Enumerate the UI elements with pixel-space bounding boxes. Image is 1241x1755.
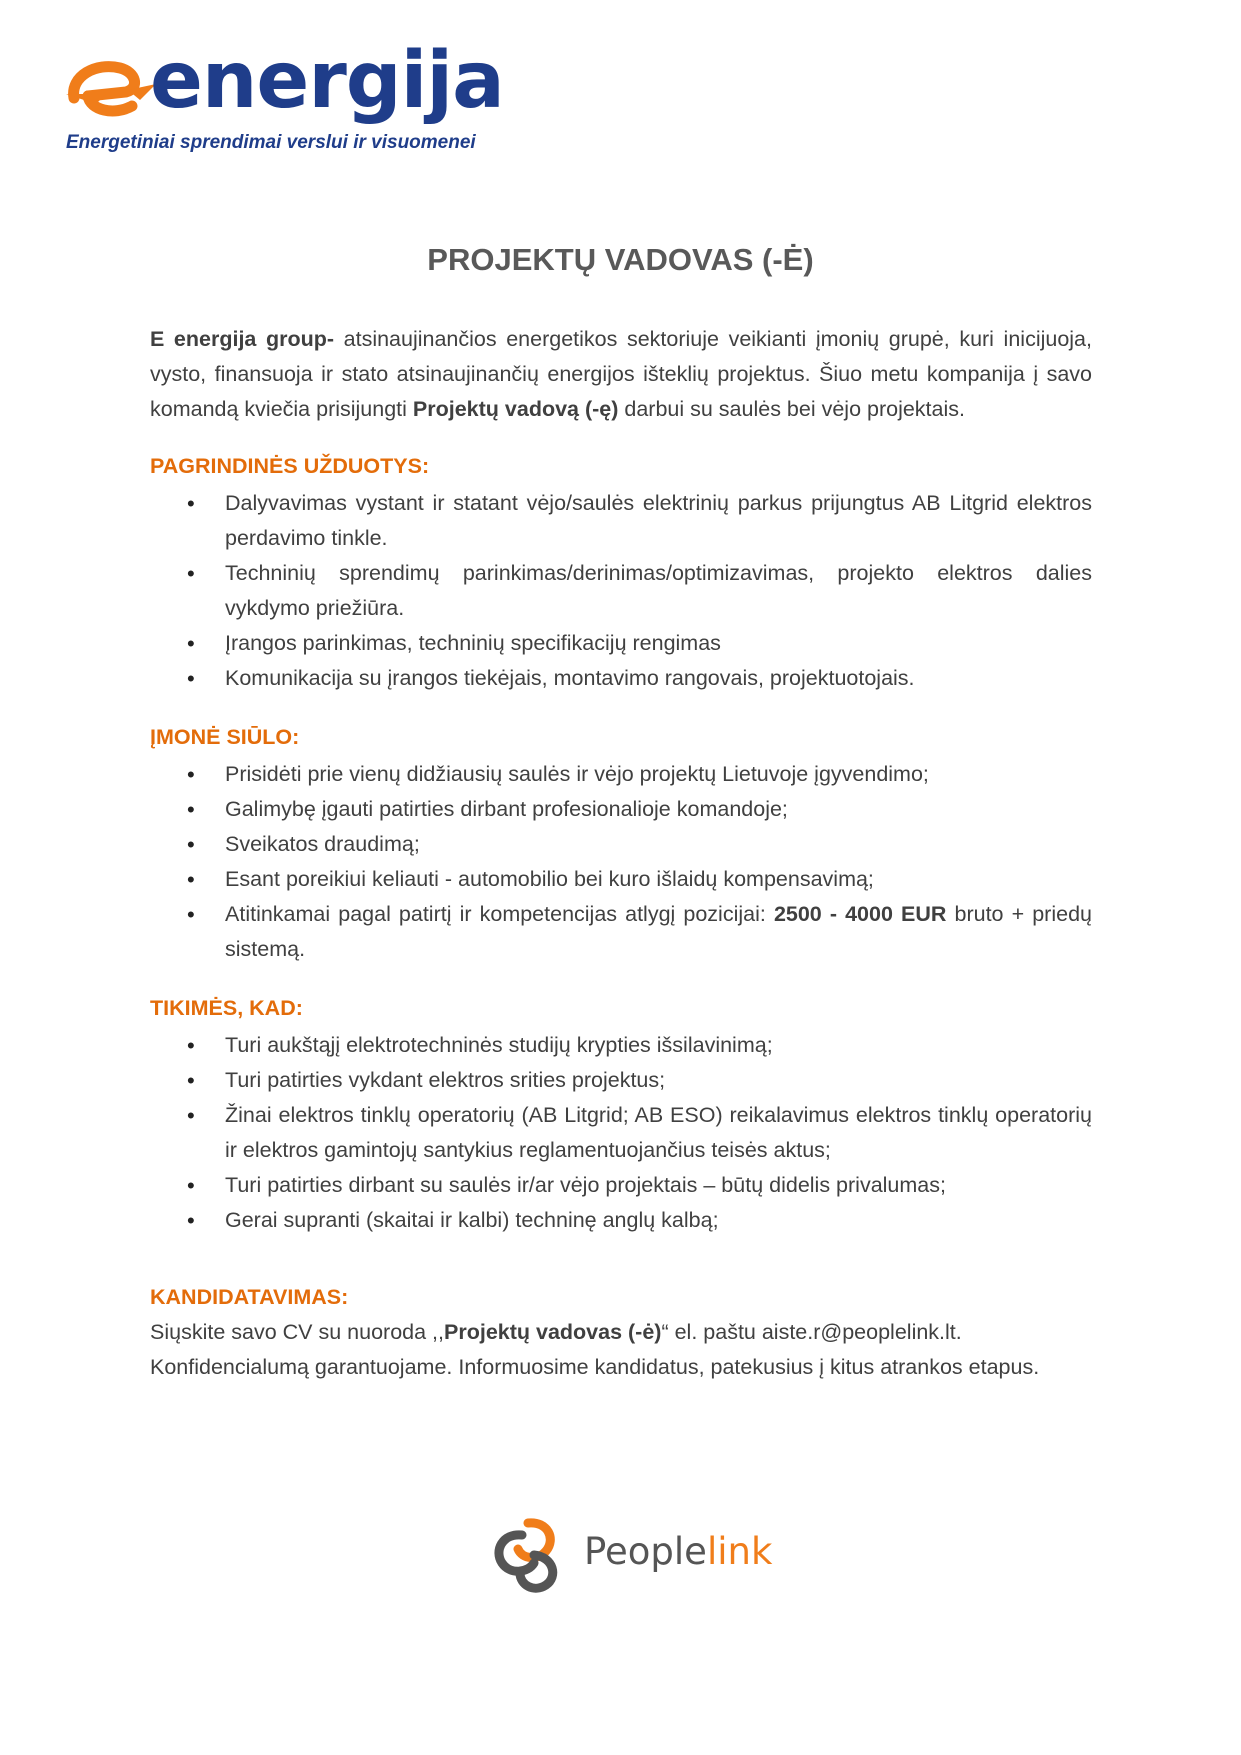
- list-item: • Techninių sprendimų parinkimas/derinimas/optimizavimas, projekto elektros dalies vykdymo priežiūra.: [225, 556, 1092, 626]
- e-energija-logo: [66, 36, 504, 158]
- intro-paragraph: E energija group- atsinaujinančios energetikos sektoriuje veikianti įmonių grupė, kuri inicijuoja, vysto, finansuoja ir stato atsinaujinančių energijos išteklių projektus. Šiuo metu kompanija į savo komandą kviečia prisijungti Projektų vadovą (-ę) darbui su saulės bei vėjo projektais.: [150, 327, 1092, 421]
- apply-section: [150, 1280, 1092, 1385]
- salary-item: • Atitinkamai pagal patirtį ir kompetencijas atlygį pozicijai: 2500 - 4000 EUR bruto + priedų sistemą.: [225, 897, 1092, 967]
- apply-instruction: Siųskite savo CV su nuoroda ,,Projektų vadovas (-ė)“ el. paštu aiste.r@peoplelink.lt.: [150, 1320, 962, 1344]
- list-item: • Gerai supranti (skaitai ir kalbi) techninę anglų kalbą;: [225, 1203, 1092, 1238]
- list-item: • Žinai elektros tinklų operatorių (AB Litgrid; AB ESO) reikalavimus elektros tinklų operatorių ir elektros gamintojų santykius reglamentuojančius teisės aktus;: [225, 1098, 1092, 1168]
- apply-heading: KANDIDATAVIMAS:: [150, 1285, 349, 1309]
- peoplelink-logo: [488, 1515, 773, 1625]
- list-item: • Turi patirties dirbant su saulės ir/ar vėjo projektais – būtų didelis privalumas;: [225, 1168, 1092, 1203]
- peoplelink-wordmark: Peoplelink: [584, 1530, 773, 1573]
- salary-amount: 2500 - 4000 EUR: [773, 902, 947, 926]
- position-name: Projektų vadovą (-ę): [412, 397, 619, 421]
- list-item: • Turi aukštąjį elektrotechninės studijų krypties išsilavinimą;: [225, 1028, 1092, 1063]
- company-name: E energija group-: [150, 327, 335, 351]
- logo-wordmark: energija: [150, 36, 504, 126]
- e-energija-emblem-icon: [66, 54, 158, 124]
- tasks-heading: PAGRINDINĖS UŽDUOTYS:: [150, 454, 430, 478]
- offer-list: [150, 757, 1092, 967]
- logo-tagline: Energetiniai sprendimai verslui ir visuomenei: [66, 132, 476, 153]
- page-title: PROJEKTŲ VADOVAS (-Ė): [427, 242, 814, 277]
- list-item: • Sveikatos draudimą;: [225, 827, 1092, 862]
- expect-list: [150, 1028, 1092, 1238]
- list-item: • Komunikacija su įrangos tiekėjais, montavimo rangovais, projektuotojais.: [225, 661, 1092, 696]
- tasks-list: [150, 486, 1092, 696]
- list-item: • Galimybę įgauti patirties dirbant profesionalioje komandoje;: [225, 792, 1092, 827]
- list-item: • Esant poreikiui keliauti - automobilio bei kuro išlaidų kompensavimą;: [225, 862, 1092, 897]
- list-item: • Įrangos parinkimas, techninių specifikacijų rengimas: [225, 626, 1092, 661]
- list-item: • Turi patirties vykdant elektros srities projektus;: [225, 1063, 1092, 1098]
- confidentiality-note: Konfidencialumą garantuojame. Informuosime kandidatus, patekusius į kitus atrankos etapus.: [150, 1355, 1040, 1379]
- list-item: • Prisidėti prie vienų didžiausių saulės ir vėjo projektų Lietuvoje įgyvendimo;: [225, 757, 1092, 792]
- apply-reference: Projektų vadovas (-ė): [444, 1320, 662, 1344]
- peoplelink-emblem-icon: [488, 1515, 568, 1605]
- apply-email-text: “ el. paštu aiste.r@peoplelink.lt.: [661, 1320, 962, 1344]
- offer-heading: ĮMONĖ SIŪLO:: [150, 725, 300, 749]
- expect-heading: TIKIMĖS, KAD:: [150, 996, 303, 1020]
- list-item: • Dalyvavimas vystant ir statant vėjo/saulės elektrinių parkus prijungtus AB Litgrid elektros perdavimo tinkle.: [225, 486, 1092, 556]
- document-body: [150, 322, 1092, 1385]
